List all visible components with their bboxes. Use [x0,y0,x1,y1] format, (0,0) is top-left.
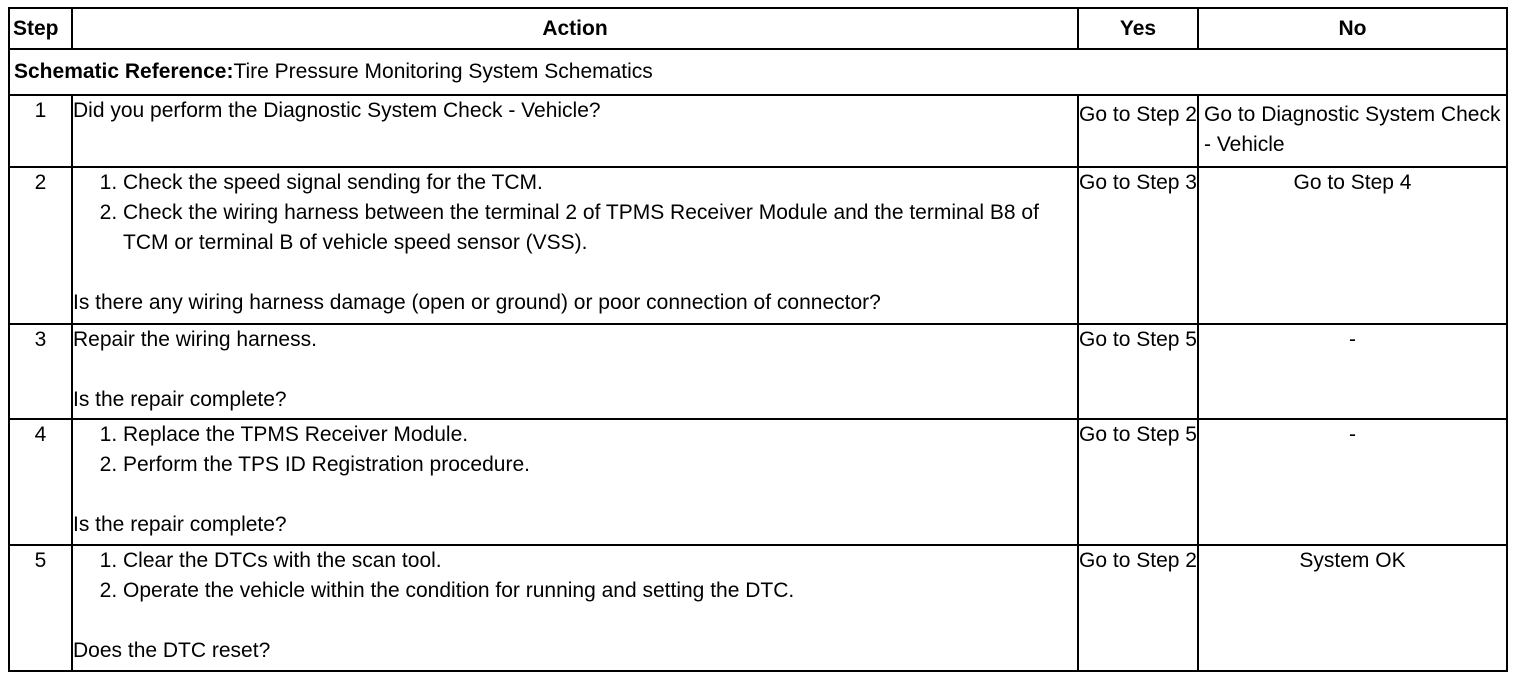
action-steps-list [73,168,1077,258]
spacer [73,606,1077,636]
schematic-value: Tire Pressure Monitoring System Schematics [233,60,653,83]
action-question: Did you perform the Diagnostic System Check - Vehicle? [73,99,601,122]
action-step: 2. Check the wiring harness between the terminal 2 of TPMS Receiver Module and the terminal B8 of TCM or terminal B of vehicle speed sensor (VSS). [123,198,1077,258]
table-row [9,95,1507,167]
step-number: 3 [9,324,72,419]
action-question: Is there any wiring harness damage (open or ground) or poor connection of connector? [73,291,881,314]
action-step: 2. Perform the TPS ID Registration procedure. [123,450,1077,480]
action-cell [72,545,1078,671]
action-step: 1. Replace the TPMS Receiver Module. [123,420,1077,450]
header-row [9,8,1507,49]
yes-cell: Go to Step 5 [1078,324,1198,419]
action-steps-list [73,420,1077,480]
action-step: 1. Clear the DTCs with the scan tool. [123,546,1077,576]
schematic-label: Schematic Reference: [14,60,234,83]
step-number: 2 [9,167,72,324]
header-yes: Yes [1078,8,1198,49]
table-row [9,167,1507,324]
yes-cell: Go to Step 2 [1078,95,1198,167]
no-cell: - [1198,324,1507,419]
yes-cell: Go to Step 2 [1078,545,1198,671]
action-question: Is the repair complete? [73,388,287,411]
table-row [9,419,1507,545]
header-no: No [1198,8,1507,49]
action-question: Does the DTC reset? [73,639,271,662]
spacer [73,355,1077,385]
diagnostic-table [8,7,1508,672]
action-cell [72,167,1078,324]
no-cell: Go to Diagnostic System Check - Vehicle [1198,95,1507,167]
step-number: 5 [9,545,72,671]
action-cell [72,95,1078,167]
action-text: Repair the wiring harness. [73,328,317,351]
schematic-row [9,49,1507,95]
action-cell [72,419,1078,545]
header-action: Action [72,8,1078,49]
yes-cell: Go to Step 3 [1078,167,1198,324]
spacer [73,480,1077,510]
schematic-reference [9,49,1507,95]
step-number: 1 [9,95,72,167]
action-cell [72,324,1078,419]
no-cell: System OK [1198,545,1507,671]
table-row [9,324,1507,419]
action-step: 2. Operate the vehicle within the condition for running and setting the DTC. [123,576,1077,606]
header-step: Step [9,8,72,49]
spacer [73,258,1077,288]
action-steps-list [73,546,1077,606]
yes-cell: Go to Step 5 [1078,419,1198,545]
step-number: 4 [9,419,72,545]
no-cell: - [1198,419,1507,545]
table-row [9,545,1507,671]
action-step: 1. Check the speed signal sending for the TCM. [123,168,1077,198]
no-cell: Go to Step 4 [1198,167,1507,324]
action-question: Is the repair complete? [73,513,287,536]
